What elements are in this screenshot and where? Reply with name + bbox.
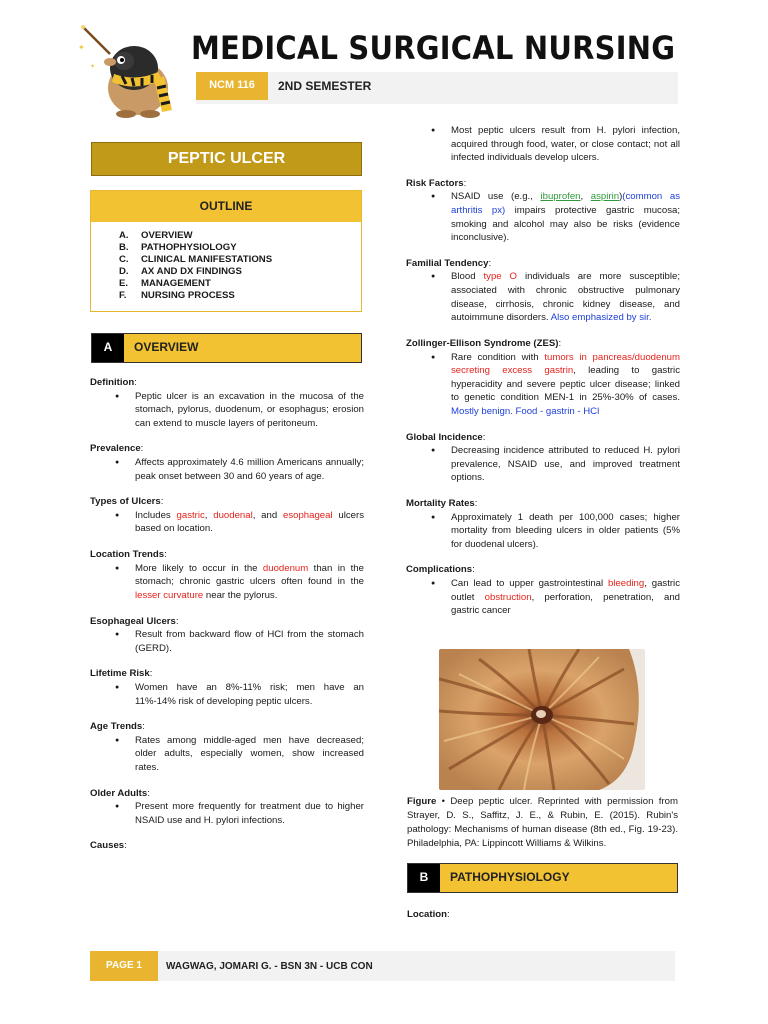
list-item: ● Approximately 1 death per 100,000 cases; higher mortality from bleeding ulcers in older patients (5% for duodenal ulcers). xyxy=(406,511,680,552)
list-item: ● Decreasing incidence attributed to reduced H. pylori prevalence, NSAID use, and improved treatment options. xyxy=(406,444,680,485)
right-column xyxy=(406,124,680,630)
causes-continued-block xyxy=(406,124,680,165)
section-title: PATHOPHYSIOLOGY xyxy=(440,864,677,892)
page-number-badge: PAGE 1 xyxy=(90,951,158,981)
figure-caption: Figure • Deep peptic ulcer. Reprinted with permission from Strayer, D. S., Saffitz, J. E., & Rubin, E. (2015). Rubin's pathology: Mechanisms of human disease (8th ed., Fig. 19-23). Philadelphia, PA: Lippincott Williams & Wilkins. xyxy=(407,796,678,849)
list-item: ● More likely to occur in the duodenum than in the stomach; chronic gastric ulcers often found in the lesser curvature near the pylorus. xyxy=(90,562,364,603)
outline-list xyxy=(91,222,361,302)
outline-item: F. NURSING PROCESS xyxy=(119,290,235,301)
mascot-illustration xyxy=(76,16,186,120)
complications-block: Complications: ● Can lead to upper gastrointestinal bleeding, gastric outlet obstruction, perforation, penetration, and gastric cancer xyxy=(406,563,680,617)
list-item: ● Rates among middle-aged men have decreased; older adults, especially women, show increased rates. xyxy=(90,734,364,775)
older-adults-block: Older Adults: ● Present more frequently for treatment due to higher NSAID use and H. pylori infections. xyxy=(90,787,364,828)
section-header-overview xyxy=(91,333,362,363)
list-item: ● Includes gastric, duodenal, and esophageal ulcers based on location. xyxy=(90,509,364,536)
svg-text:✦: ✦ xyxy=(90,64,96,70)
header-bar xyxy=(196,72,678,104)
list-item: ● NSAID use (e.g., ibuprofen, aspirin)(common as arthritis px) impairs protective gastric mucosa; smoking and alcohol may also be risks (evidence inconclusive). xyxy=(406,190,680,244)
location-trends-block: Location Trends: ● More likely to occur in the duodenum than in the stomach; chronic gastric ulcers often found in the lesser curvature near the pylorus. xyxy=(90,548,364,602)
section-letter: B xyxy=(408,864,440,892)
outline-item: D. AX AND DX FINDINGS xyxy=(119,266,242,277)
list-item: ● Rare condition with tumors in pancreas/duodenum secreting excess gastrin, leading to gastric hyperacidity and severe peptic ulcer disease; linked to genetic condition MEN-1 in 25%-30% of cases. Mostly benign. Food - gastrin - HCl xyxy=(406,351,680,419)
author-line: WAGWAG, JOMARI G. - BSN 3N - UCB CON xyxy=(166,961,373,972)
list-item: ● Can lead to upper gastrointestinal bleeding, gastric outlet obstruction, perforation, penetration, and gastric cancer xyxy=(406,577,680,618)
topic-title: PEPTIC ULCER xyxy=(91,142,362,176)
list-item: ● Result from backward flow of HCl from the stomach (GERD). xyxy=(90,628,364,655)
left-column xyxy=(90,376,364,865)
esophageal-block: Esophageal Ulcers: ● Result from backward flow of HCl from the stomach (GERD). xyxy=(90,615,364,656)
peptic-ulcer-photo xyxy=(439,649,645,790)
outline-item: C. CLINICAL MANIFESTATIONS xyxy=(119,254,273,265)
outline-item: E. MANAGEMENT xyxy=(119,278,211,289)
svg-text:✦: ✦ xyxy=(78,43,85,52)
outline-item: A. OVERVIEW xyxy=(119,230,193,241)
list-item: ● Affects approximately 4.6 million Americans annually; peak onset between 30 and 60 years of age. xyxy=(90,456,364,483)
age-trends-block: Age Trends: ● Rates among middle-aged men have decreased; older adults, especially women, show increased rates. xyxy=(90,720,364,774)
list-item: ● Women have an 8%-11% risk; men have an 11%-14% risk of developing peptic ulcers. xyxy=(90,681,364,708)
course-code-badge: NCM 116 xyxy=(196,72,268,100)
lifetime-risk-block: Lifetime Risk: ● Women have an 8%-11% risk; men have an 11%-14% risk of developing peptic ulcers. xyxy=(90,667,364,708)
outline-item: B. PATHOPHYSIOLOGY xyxy=(119,242,237,253)
familial-tendency-block: Familial Tendency: ● Blood type O individuals are more susceptible; associated with chronic obstructive pulmonary disease, cirrhosis, chronic kidney disease, and autoimmune disorders. Also emphasized by sir. xyxy=(406,257,680,325)
risk-factors-block: Risk Factors: ● NSAID use (e.g., ibuprofen, aspirin)(common as arthritis px) impairs protective gastric mucosa; smoking and alcohol may also be risks (evidence inconclusive). xyxy=(406,177,680,245)
zes-block: Zollinger-Ellison Syndrome (ZES): ● Rare condition with tumors in pancreas/duodenum secreting excess gastrin, leading to gastric hyperacidity and severe peptic ulcer disease; linked to genetic condition MEN-1 in 25%-30% of cases. Mostly benign. Food - gastrin - HCl xyxy=(406,337,680,419)
section-header-pathophysiology xyxy=(407,863,678,893)
mortality-block: Mortality Rates: ● Approximately 1 death per 100,000 cases; higher mortality from bleeding ulcers in older patients (5% for duodenal ulcers). xyxy=(406,497,680,551)
outline-box xyxy=(90,190,362,312)
section-letter: A xyxy=(92,334,124,362)
location-label: Location: xyxy=(407,909,450,920)
list-item: ● Blood type O individuals are more susceptible; associated with chronic obstructive pulmonary disease, cirrhosis, chronic kidney disease, and autoimmune disorders. Also emphasized by sir. xyxy=(406,270,680,324)
types-block: Types of Ulcers: ● Includes gastric, duodenal, and esophageal ulcers based on location. xyxy=(90,495,364,536)
causes-block: Causes: xyxy=(90,840,127,852)
outline-heading: OUTLINE xyxy=(91,191,361,222)
semester-label: 2ND SEMESTER xyxy=(278,79,372,93)
list-item: ● Peptic ulcer is an excavation in the mucosa of the stomach, pylorus, duodenum, or esophagus; erosion can extend to muscle layers of peritoneum. xyxy=(90,390,364,431)
list-item: ● Present more frequently for treatment due to higher NSAID use and H. pylori infections. xyxy=(90,800,364,827)
definition-block: Definition: ● Peptic ulcer is an excavation in the mucosa of the stomach, pylorus, duodenum, or esophagus; erosion can extend to muscle layers of peritoneum. xyxy=(90,376,364,430)
list-item: ● Most peptic ulcers result from H. pylori infection, acquired through food, water, or close contact; not all infected individuals develop ulcers. xyxy=(406,124,680,165)
prevalence-block: Prevalence: ● Affects approximately 4.6 million Americans annually; peak onset between 30 and 60 years of age. xyxy=(90,442,364,483)
document-title: MEDICAL SURGICAL NURSING xyxy=(191,29,676,67)
section-title: OVERVIEW xyxy=(124,334,361,362)
global-incidence-block: Global Incidence: ● Decreasing incidence attributed to reduced H. pylori prevalence, NSAID use, and improved treatment options. xyxy=(406,431,680,485)
